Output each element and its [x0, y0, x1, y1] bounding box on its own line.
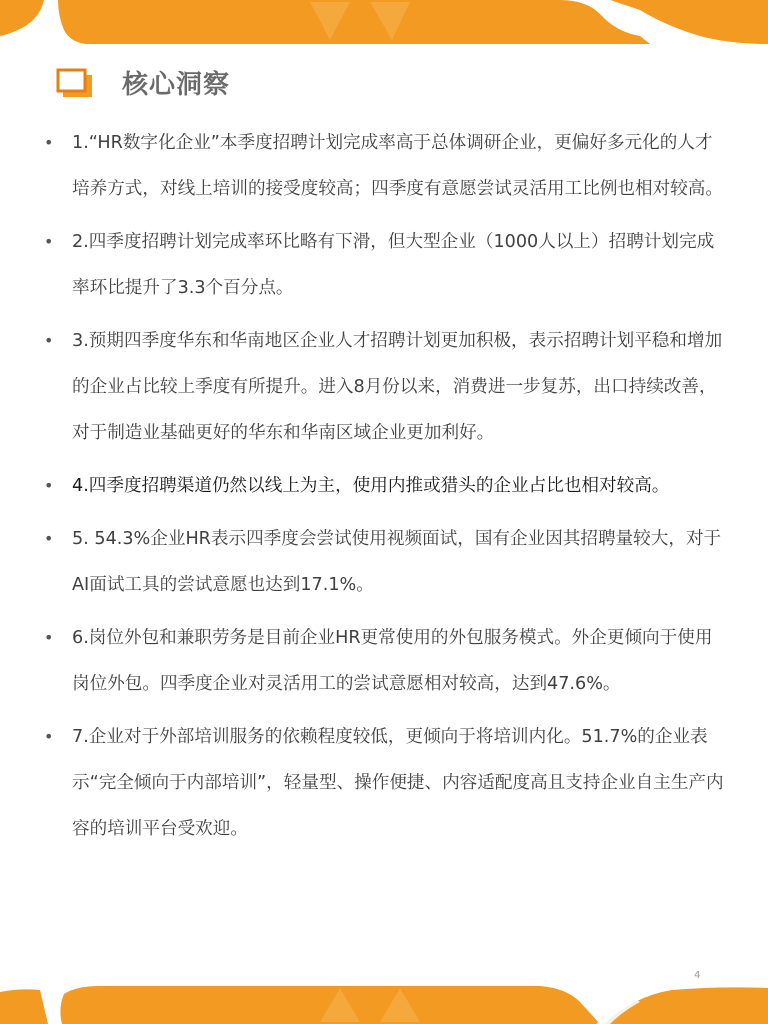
- list-item: [40, 219, 730, 311]
- top-banner-shape: [0, 0, 768, 44]
- insight-list: [40, 120, 730, 859]
- list-item: [40, 318, 730, 456]
- page-number: 4: [694, 970, 701, 981]
- bullet-marker: •: [44, 727, 54, 746]
- bullet-marker: •: [44, 133, 54, 152]
- bullet-text: 4.四季度招聘渠道仍然以线上为主，使用内推或猎头的企业占比也相对较高。: [72, 476, 670, 496]
- bullet-marker: •: [44, 529, 54, 548]
- bottom-banner-shape: [0, 986, 768, 1024]
- bullet-text: 6.岗位外包和兼职劳务是目前企业HR更常使用的外包服务模式。外企更倾向于使用岗位外包。四季度企业对灵活用工的尝试意愿相对较高，达到47.6%。: [72, 628, 713, 694]
- page-title: 核心洞察: [122, 70, 231, 100]
- bullet-marker: •: [44, 628, 54, 647]
- top-banner: [0, 0, 768, 44]
- list-item: [40, 714, 730, 852]
- bullet-text: 2.四季度招聘计划完成率环比略有下滑，但大型企业（1000人以上）招聘计划完成率环比提升了3.3个百分点。: [72, 232, 715, 298]
- list-item: [40, 615, 730, 707]
- bullet-text: 1.“HR数字化企业”本季度招聘计划完成率高于总体调研企业，更偏好多元化的人才培养方式，对线上培训的接受度较高；四季度有意愿尝试灵活用工比例也相对较高。: [72, 133, 723, 199]
- bullet-marker: •: [44, 331, 54, 350]
- bullet-marker: •: [44, 232, 54, 251]
- list-item: [40, 120, 730, 212]
- top-banner-main-shape: [58, 0, 650, 44]
- bottom-banner-left-shape: [0, 989, 48, 1024]
- top-banner-left-shape: [0, 0, 44, 36]
- list-item: [40, 463, 730, 509]
- bullet-text: 3.预期四季度华东和华南地区企业人才招聘计划更加积极，表示招聘计划平稳和增加的企业占比较上季度有所提升。进入8月份以来，消费进一步复苏，出口持续改善，对于制造业基础更好的华东和华南区域企业更加利好。: [72, 331, 723, 443]
- square-outline-icon: [56, 68, 94, 98]
- list-item: [40, 516, 730, 608]
- bullet-text: 7.企业对于外部培训服务的依赖程度较低，更倾向于将培训内化。51.7%的企业表示“完全倾向于内部培训”，轻量型、操作便捷、内容适配度高且支持企业自主生产内容的培训平台受欢迎。: [72, 727, 724, 839]
- bottom-banner: [0, 986, 768, 1024]
- bullet-marker: •: [44, 476, 54, 495]
- bullet-text: 5. 54.3%企业HR表示四季度会尝试使用视频面试，国有企业因其招聘量较大，对于AI面试工具的尝试意愿也达到17.1%。: [72, 529, 722, 595]
